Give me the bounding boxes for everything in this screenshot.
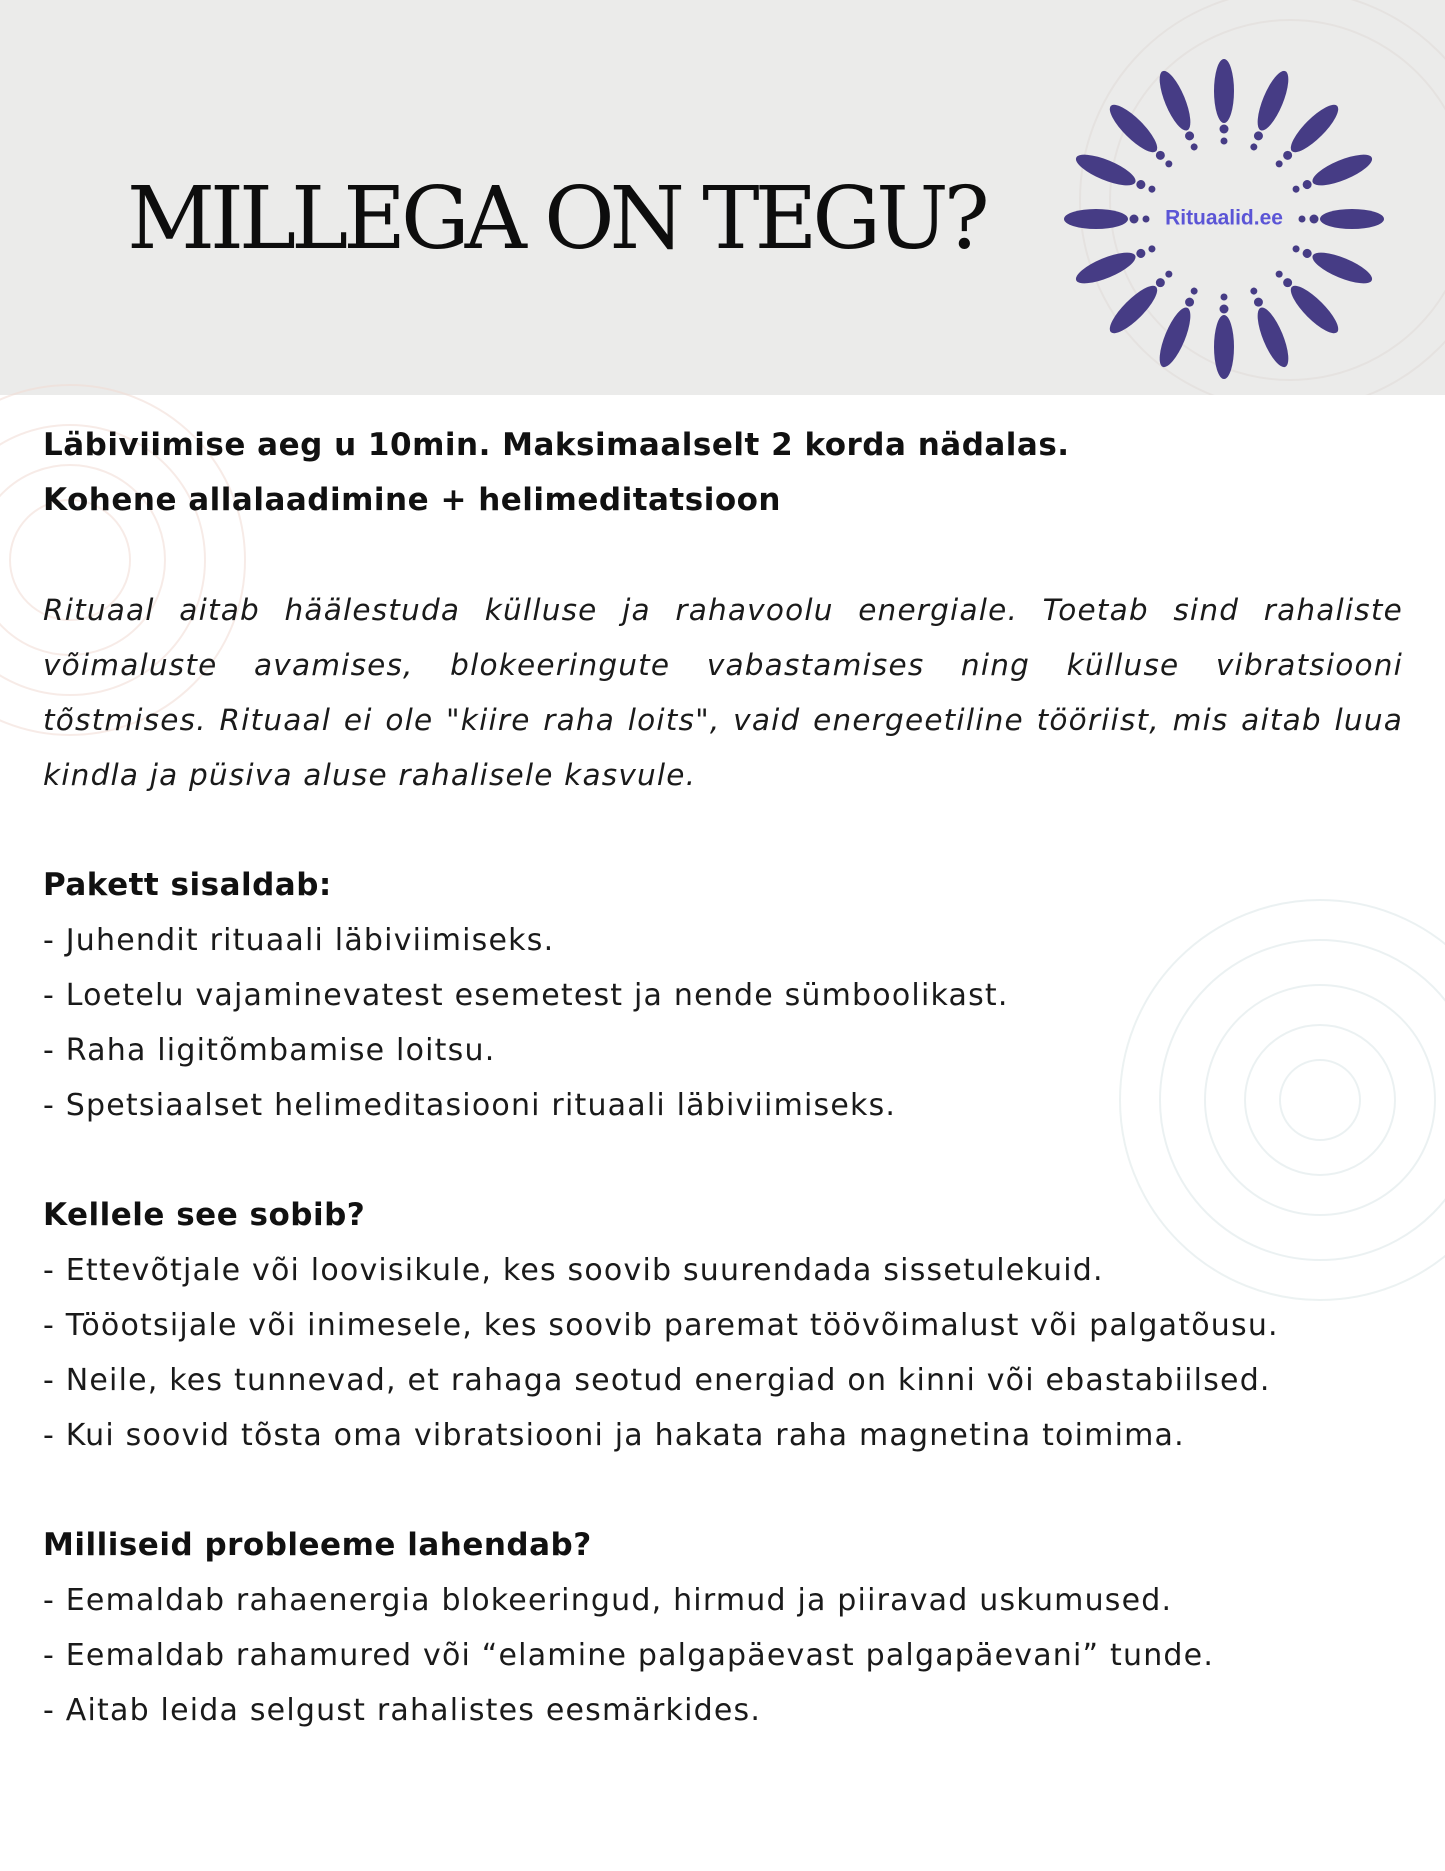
logo-dot	[1147, 185, 1156, 194]
logo-petal	[1072, 149, 1139, 192]
list-item: - Loetelu vajaminevatest esemetest ja nende sümboolikast.	[43, 978, 1009, 1013]
logo-dot	[1164, 269, 1174, 279]
logo-petal	[1154, 304, 1197, 371]
logo-dot	[1299, 216, 1306, 223]
list-item: - Eemaldab rahaenergia blokeeringud, hirmud ja piiravad uskumused.	[43, 1583, 1173, 1618]
logo-petal	[1214, 315, 1234, 379]
list-item: - Spetsiaalset helimeditasiooni rituaali läbiviimiseks.	[43, 1088, 897, 1123]
intro-duration: Läbiviimise aeg u 10min. Maksimaalselt 2 korda nädalas.	[43, 427, 1070, 463]
logo-dot	[1221, 294, 1228, 301]
section-audience	[43, 1188, 1403, 1463]
logo-petal	[1320, 209, 1384, 229]
logo-petal	[1064, 209, 1128, 229]
logo-dot	[1274, 269, 1284, 279]
section-package	[43, 858, 1403, 1133]
main-content	[43, 418, 1403, 1738]
logo-dot	[1190, 142, 1199, 151]
logo-dot	[1184, 130, 1196, 142]
logo-petal	[1285, 280, 1344, 339]
list-item: - Ettevõtjale või loovisikule, kes soovib suurendada sissetulekuid.	[43, 1253, 1104, 1288]
logo-petal	[1309, 149, 1376, 192]
logo-petal	[1251, 304, 1294, 371]
section-heading: Kellele see sobib?	[43, 1197, 366, 1233]
section-heading: Pakett sisaldab:	[43, 867, 332, 903]
logo-petal	[1285, 99, 1344, 158]
page-title: MILLEGA ON TEGU?	[127, 169, 985, 269]
logo-petal	[1104, 280, 1163, 339]
logo-dot	[1310, 215, 1319, 224]
logo-dot	[1143, 216, 1150, 223]
logo-dot	[1135, 179, 1147, 191]
logo-dot	[1291, 244, 1300, 253]
logo-dot	[1274, 159, 1284, 169]
list-item: - Aitab leida selgust rahalistes eesmärkides.	[43, 1693, 762, 1728]
logo-dot	[1249, 286, 1258, 295]
logo-dot	[1301, 179, 1313, 191]
logo-dot	[1184, 296, 1196, 308]
logo-dot	[1221, 138, 1228, 145]
description: Rituaal aitab häälestuda külluse ja rahavoolu energiale. Toetab sind rahaliste võimaluste avamises, blokeeringute vabastamises ning külluse vibratsiooni tõstmises. Rituaal ei ole "kiire raha loits", vaid energeetiline tööriist, mis aitab luua kindla ja püsiva aluse rahalisele kasvule.	[43, 593, 1403, 792]
logo-text: Rituaalid.ee	[1165, 206, 1283, 230]
logo-dot	[1220, 305, 1229, 314]
logo-petal	[1214, 59, 1234, 123]
logo-dot	[1220, 125, 1229, 134]
logo-petal	[1104, 99, 1163, 158]
list-item: - Eemaldab rahamured või “elamine palgapäevast palgapäevani” tunde.	[43, 1638, 1215, 1673]
logo-dot	[1249, 142, 1258, 151]
list-item: - Kui soovid tõsta oma vibratsiooni ja hakata raha magnetina toimima.	[43, 1418, 1185, 1453]
list-item: - Neile, kes tunnevad, et rahaga seotud energiad on kinni või ebastabiilsed.	[43, 1363, 1271, 1398]
logo	[1059, 54, 1389, 384]
logo-dot	[1291, 185, 1300, 194]
logo-petal	[1309, 246, 1376, 289]
logo-dot	[1164, 159, 1174, 169]
logo-dot	[1253, 296, 1265, 308]
list-item: - Tööotsijale või inimesele, kes soovib paremat töövõimalust või palgatõusu.	[43, 1308, 1279, 1343]
logo-petal	[1251, 67, 1294, 134]
logo-dot	[1130, 215, 1139, 224]
logo-dot	[1301, 248, 1313, 260]
logo-dot	[1135, 248, 1147, 260]
logo-petal	[1154, 67, 1197, 134]
logo-petal	[1072, 246, 1139, 289]
intro-download: Kohene allalaadimine + helimeditatsioon	[43, 482, 781, 518]
list-item: - Raha ligitõmbamise loitsu.	[43, 1033, 496, 1068]
list-item: - Juhendit rituaali läbiviimiseks.	[43, 923, 555, 958]
section-heading: Milliseid probleeme lahendab?	[43, 1527, 592, 1563]
intro	[43, 418, 1403, 528]
logo-dot	[1190, 286, 1199, 295]
logo-dot	[1147, 244, 1156, 253]
section-problems	[43, 1518, 1403, 1738]
logo-dot	[1253, 130, 1265, 142]
